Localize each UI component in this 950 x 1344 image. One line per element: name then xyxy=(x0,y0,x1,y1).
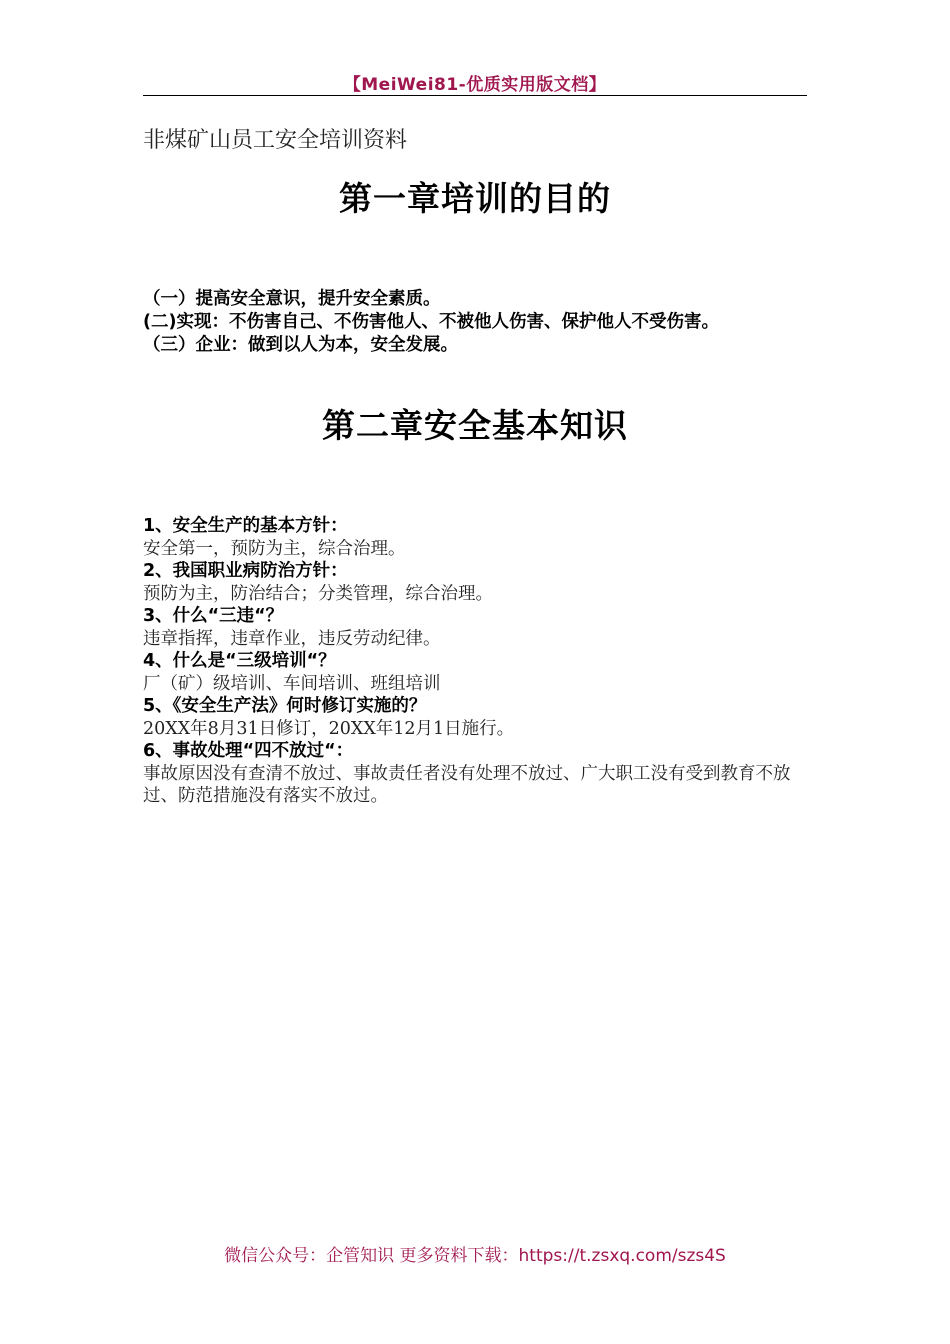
goal-item: (二)实现：不伤害自己、不伤害他人、不被他人伤害、保护他人不受伤害。 xyxy=(143,312,719,332)
answer: 违章指挥，违章作业，违反劳动纪律。 xyxy=(143,628,441,649)
answer: 安全第一，预防为主，综合治理。 xyxy=(143,538,406,559)
answer: 20XX年8月31日修订，20XX年12月1日施行。 xyxy=(143,718,515,739)
question: 1、安全生产的基本方针： xyxy=(143,516,348,536)
question: 4、什么是“三级培训“？ xyxy=(143,651,336,671)
chapter1-heading: 第一章培训的目的 xyxy=(339,179,611,218)
answer: 厂（矿）级培训、车间培训、班组培训 xyxy=(143,673,441,694)
header-divider xyxy=(143,95,807,96)
question: 6、事故处理“四不放过“： xyxy=(143,741,354,761)
page-header: 【MeiWei81-优质实用版文档】 xyxy=(343,75,607,95)
goal-item: （三）企业：做到以人为本，安全发展。 xyxy=(143,335,458,355)
page-footer: 微信公众号：企管知识 更多资料下载：https://t.zsxq.com/szs4S xyxy=(224,1246,726,1266)
answer: 预防为主，防治结合；分类管理，综合治理。 xyxy=(143,583,493,604)
question: 2、我国职业病防治方针： xyxy=(143,561,348,581)
chapter1-goals xyxy=(143,288,811,357)
document-title: 非煤矿山员工安全培训资料 xyxy=(143,128,408,153)
question: 3、什么“三违“？ xyxy=(143,606,284,626)
question: 5、《安全生产法》何时修订实施的？ xyxy=(143,696,427,716)
goal-item: （一）提高安全意识，提升安全素质。 xyxy=(143,289,441,309)
chapter2-qa-list xyxy=(143,515,811,808)
answer: 事故原因没有查清不放过、事故责任者没有处理不放过、广大职工没有受到教育不放过、防范措施没有落实不放过。 xyxy=(143,763,791,806)
chapter2-heading: 第二章安全基本知识 xyxy=(322,406,628,445)
